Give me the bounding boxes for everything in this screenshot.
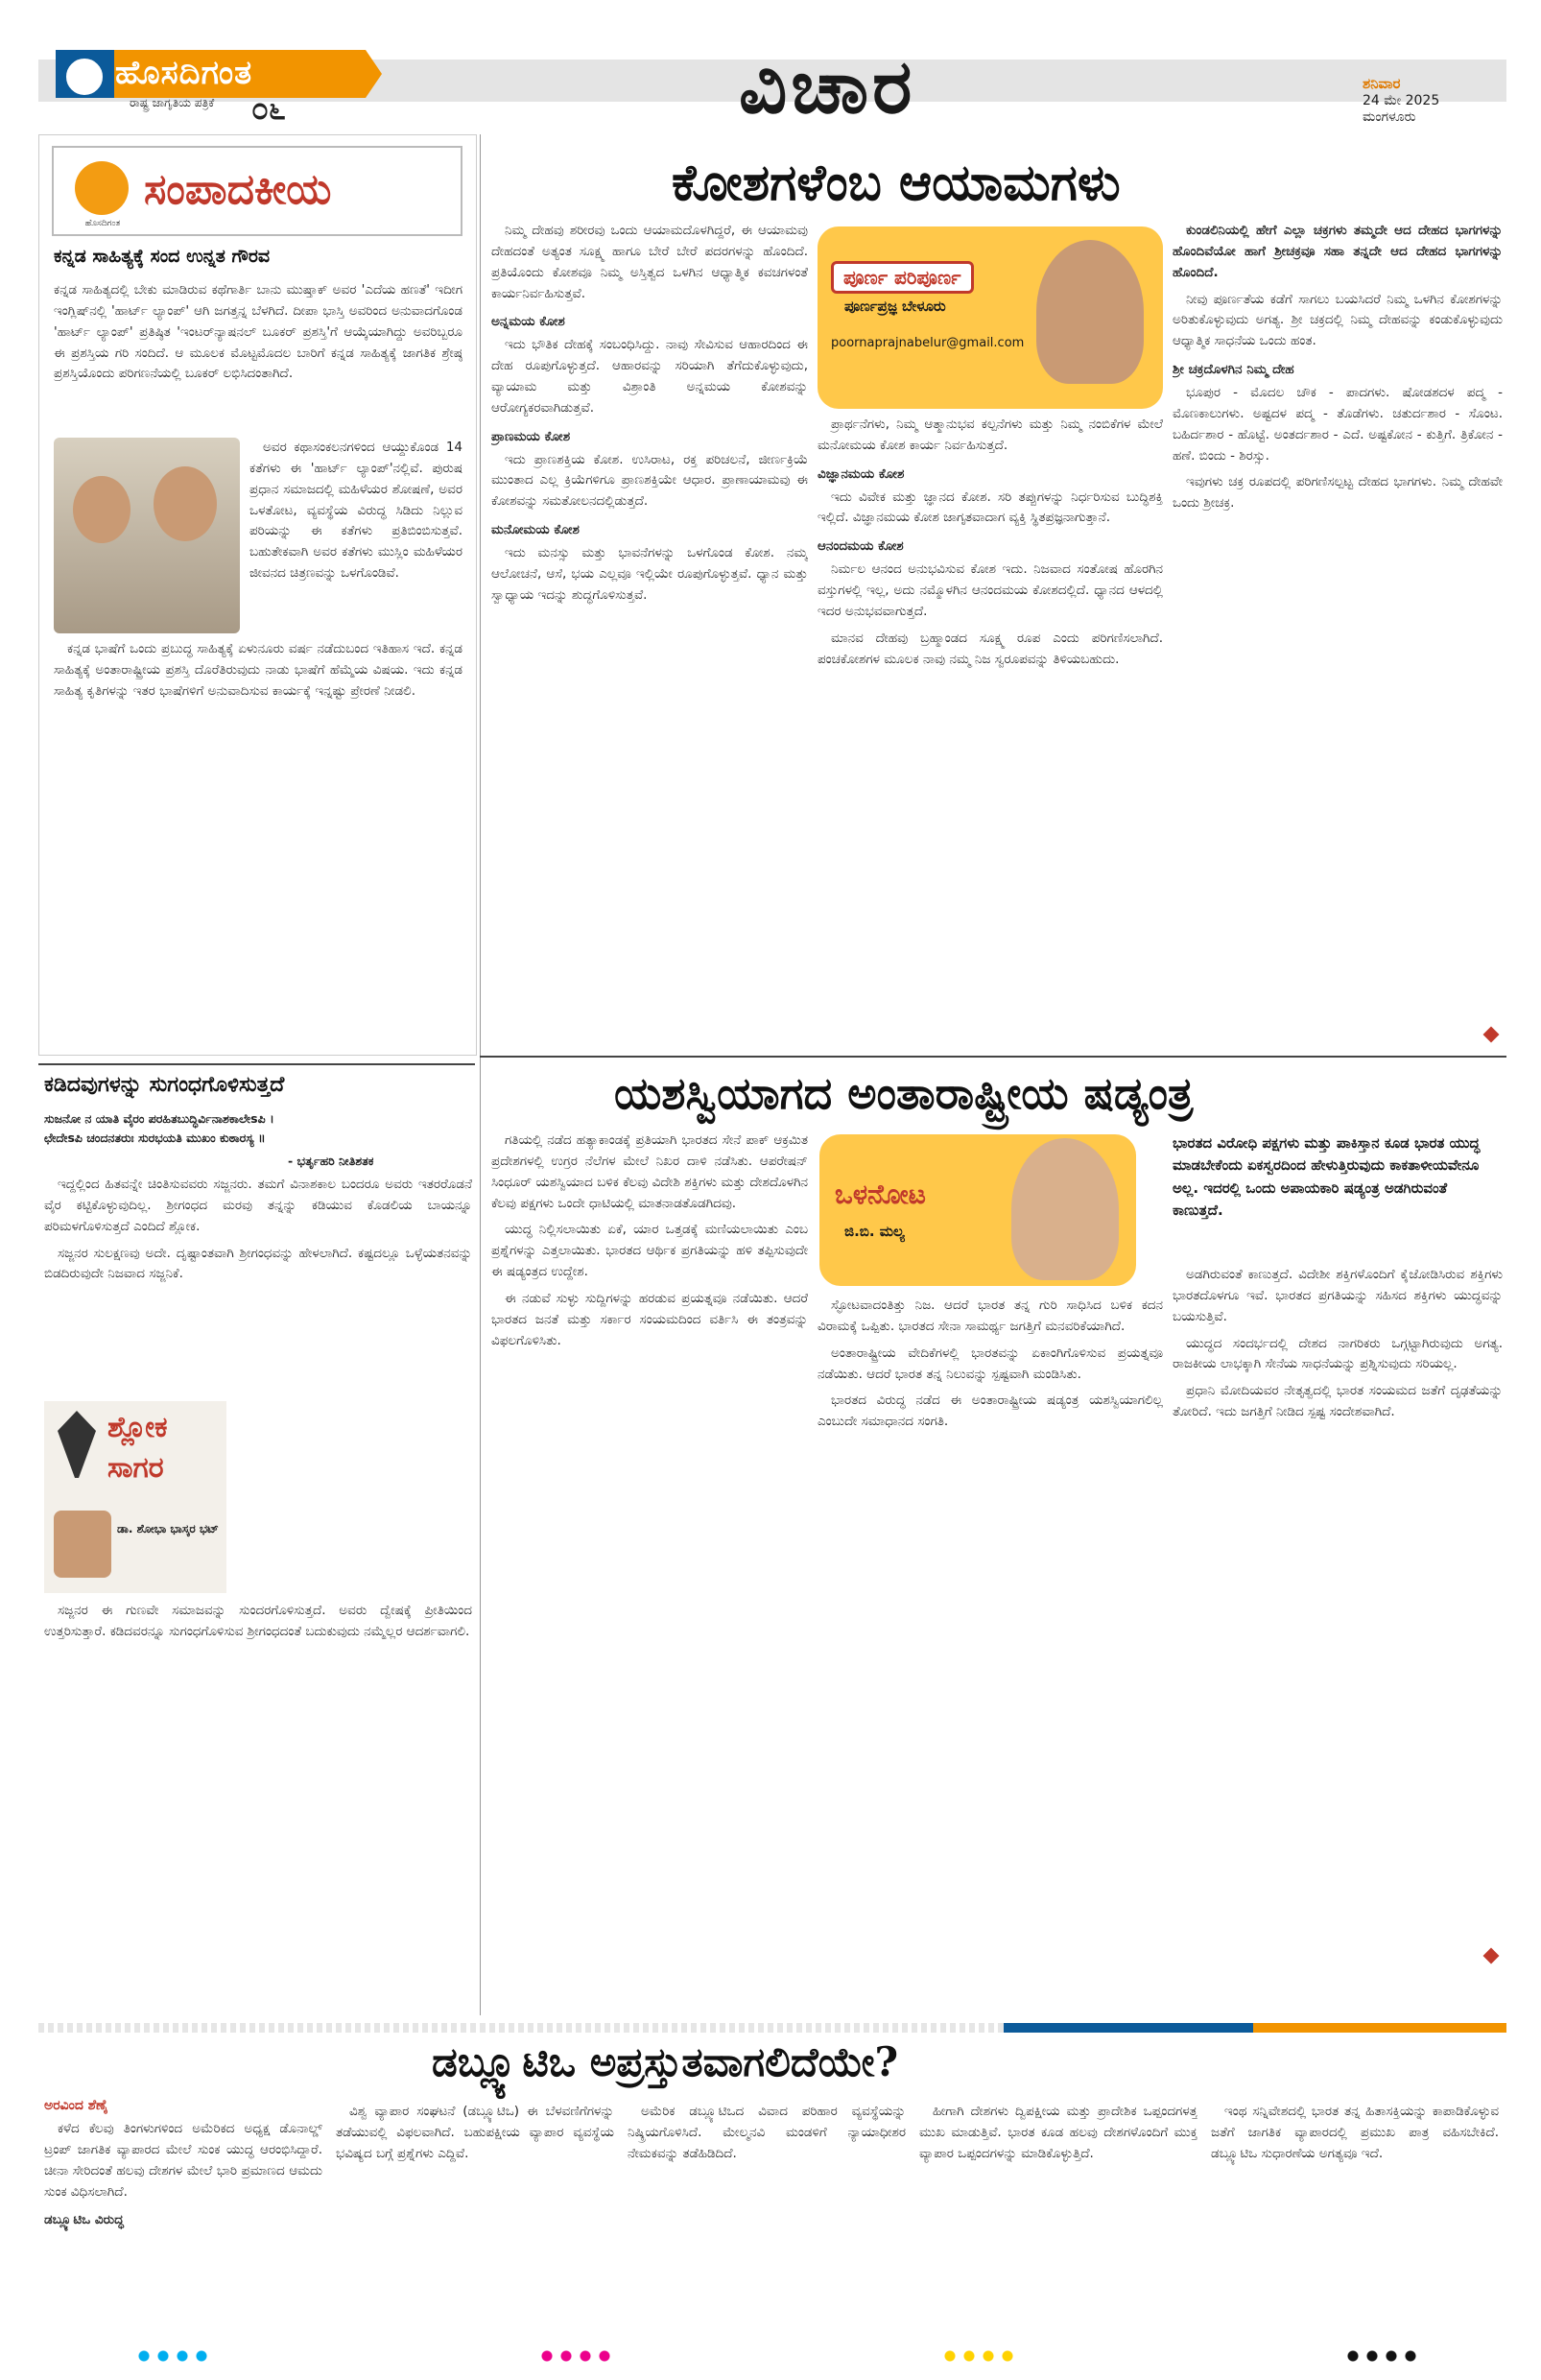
column-author: ಪೂರ್ಣಪ್ರಜ್ಞ ಬೇಳೂರು <box>844 298 946 315</box>
editorial-label: ಸಂಪಾದಕೀಯ <box>144 165 332 214</box>
main-subhead: ಪ್ರಾಣಮಯ ಕೋಶ <box>491 428 571 444</box>
editorial-headline: ಕನ್ನಡ ಸಾಹಿತ್ಯಕ್ಕೆ ಸಂದ ಉನ್ನತ ಗೌರವ <box>54 246 271 267</box>
page-number: ೦೬ <box>251 90 286 127</box>
sloka-author-photo <box>54 1511 111 1578</box>
main-subhead: ಶ್ರೀ ಚಕ್ರದೊಳಗಿನ ನಿಮ್ಮ ದೇಹ <box>1173 362 1294 378</box>
second-paragraph: ಅಡಗಿರುವಂತೆ ಕಾಣುತ್ತದೆ. ವಿದೇಶೀ ಶಕ್ತಿಗಳೊಂದಿಗೆ ಕೈಜೋಡಿಸಿರುವ ಶಕ್ತಿಗಳು ಭಾರತದೊಳಗೂ ಇವೆ. ಭಾರತದ ಪ್ರಗತಿಯನ್ನು ಸಹಿಸದ ಶಕ್ತಿಗಳು ಯುದ್ಧವನ್ನು ಬಯಸುತ್ತಿವೆ. <box>1173 1267 1503 1324</box>
print-registration-marks <box>940 2349 1017 2363</box>
bottom-col-1 <box>44 2119 322 2340</box>
side-body-bottom <box>44 1601 472 2008</box>
main-paragraph: ಕುಂಡಲಿನಿಯಲ್ಲಿ ಹೇಗೆ ಎಲ್ಲಾ ಚಕ್ರಗಳು ತಮ್ಮದೇ ಆದ ದೇಹದ ಭಾಗಗಳನ್ನು ಹೊಂದಿವೆಯೋ ಹಾಗೆ ಶ್ರೀಚಕ್ರವೂ ಸಹಾ ತನ್ನದೇ ಆದ ದೇಹದ ಭಾಗಗಳನ್ನು ಹೊಂದಿದೆ. <box>1173 223 1503 280</box>
editorial-paragraph: ಕನ್ನಡ ಸಾಹಿತ್ಯದಲ್ಲಿ ಬೇಕು ಮಾಡಿರುವ ಕಥೆಗಾರ್ತಿ ಬಾನು ಮುಷ್ತಾಕ್ ಅವರ 'ಎದೆಯ ಹಣತೆ' ಇದೀಗ ಇಂಗ್ಲಿಷ್‌ನಲ್ಲಿ 'ಹಾರ್ಟ್ ಲ್ಯಾಂಪ್' ಆಗಿ ಜಗತ್ತನ್ನ ಬೆಳಗಿದೆ. ದೀಪಾ ಭಾಸ್ತಿ ಅವರಿಂದ ಅನುವಾದಗೊಂಡ 'ಹಾರ್ಟ್ ಲ್ಯಾಂಪ್' ಪ್ರತಿಷ್ಠಿತ 'ಇಂಟರ್‌ನ್ಯಾಷನಲ್ ಬೂಕರ್ ಪ್ರಶಸ್ತಿ'ಗೆ ಆಯ್ಕೆಯಾಗಿದ್ದು ಅವರಿಬ್ಬರೂ ಈ ಪ್ರಶಸ್ತಿಯ ಗರಿ ಸಂದಿದೆ. ಆ ಮೂಲಕ ಮೊಟ್ಟಮೊದಲ ಬಾರಿಗೆ ಕನ್ನಡ ಸಾಹಿತ್ಯಕ್ಕೆ ಜಾಗತಿಕ ಶ್ರೇಷ್ಠ ಪ್ರಶಸ್ತಿಯೊಂದು ಪರಿಗಣನೆಯಲ್ಲಿ ಬೂಕರ್ ಲಭಿಸಿದಂತಾಗಿದೆ. <box>54 282 462 382</box>
date-block <box>1363 75 1439 127</box>
side-body-top <box>44 1175 472 1395</box>
sloka-source: - ಭರ್ತೃಹರಿ ನೀತಿಶತಕ <box>288 1154 374 1168</box>
bottom-col-5 <box>1211 2102 1499 2342</box>
main-paragraph: ಇದು ಭೌತಿಕ ದೇಹಕ್ಕೆ ಸಂಬಂಧಿಸಿದ್ದು. ನಾವು ಸೇವಿಸುವ ಆಹಾರದಿಂದ ಈ ದೇಹ ರೂಪುಗೊಳ್ಳುತ್ತದೆ. ಆಹಾರವನ್ನು ಸರಿಯಾಗಿ ತೆಗೆದುಕೊಳ್ಳುವುದು, ವ್ಯಾಯಾಮ ಮತ್ತು ವಿಶ್ರಾಂತಿ ಅನ್ನಮಯ ಕೋಶವನ್ನು ಆರೋಗ್ಯಕರವಾಗಿಡುತ್ತವೆ. <box>491 337 808 416</box>
main-paragraph: ಪ್ರಾರ್ಥನೆಗಳು, ನಿಮ್ಮ ಆತ್ಮಾನುಭವ ಕಲ್ಪನೆಗಳು ಮತ್ತು ನಿಮ್ಮ ನಂಬಿಕೆಗಳ ಮೇಲೆ ಮನೋಮಯ ಕೋಶ ಕಾರ್ಯ ನಿರ್ವಹಿಸುತ್ತದೆ. <box>818 416 1163 453</box>
column-name-2: ಒಳನೋಟ <box>835 1178 926 1210</box>
print-registration-marks <box>134 2349 211 2363</box>
bottom-paragraph: ಕಳೆದ ಕೆಲವು ತಿಂಗಳುಗಳಿಂದ ಅಮೆರಿಕದ ಅಧ್ಯಕ್ಷ ಡೊನಾಲ್ಡ್ ಟ್ರಂಪ್ ಜಾಗತಿಕ ವ್ಯಾಪಾರದ ಮೇಲೆ ಸುಂಕ ಯುದ್ಧ ಆರಂಭಿಸಿದ್ದಾರೆ. ಚೀನಾ ಸೇರಿದಂತೆ ಹಲವು ದೇಶಗಳ ಮೇಲೆ ಭಾರಿ ಪ್ರಮಾಣದ ಆಮದು ಸುಂಕ ವಿಧಿಸಲಾಗಿದೆ. <box>44 2121 322 2200</box>
editorial-body-bottom <box>54 639 462 1048</box>
main-subhead: ಆನಂದಮಯ ಕೋಶ <box>818 538 904 555</box>
editorial-paragraph: ಅವರ ಕಥಾಸಂಕಲನಗಳಿಂದ ಆಯ್ದುಕೊಂಡ 14 ಕತೆಗಳು ಈ 'ಹಾರ್ಟ್ ಲ್ಯಾಂಪ್'ನಲ್ಲಿವೆ. ಪುರುಷ ಪ್ರಧಾನ ಸಮಾಜದಲ್ಲಿ ಮಹಿಳೆಯರ ಶೋಷಣೆ, ಅವರ ಒಳತೋಟ, ವ್ಯವಸ್ಥೆಯ ವಿರುದ್ಧ ಸಿಡಿದು ನಿಲ್ಲುವ ಪರಿಯನ್ನು ಈ ಕತೆಗಳು ಪ್ರತಿಬಿಂಬಿಸುತ್ತವೆ. ಬಹುತೇಕವಾಗಿ ಅವರ ಕತೆಗಳು ಮುಸ್ಲಿಂ ಮಹಿಳೆಯರ ಜೀವನದ ಚಿತ್ರಣವನ್ನು ಒಳಗೊಂಡಿವೆ. <box>249 440 462 582</box>
bottom-author: ಅರವಿಂದ ಶೆಣೈ <box>44 2098 108 2113</box>
main-paragraph: ಮಾನವ ದೇಹವು ಬ್ರಹ್ಮಾಂಡದ ಸೂಕ್ಷ್ಮ ರೂಪ ಎಂದು ಪರಿಗಣಿಸಲಾಗಿದೆ. ಪಂಚಕೋಶಗಳ ಮೂಲಕ ನಾವು ನಮ್ಮ ನಿಜ ಸ್ವರೂಪವನ್ನು ತಿಳಿಯಬಹುದು. <box>818 630 1163 667</box>
sloka-author: ಡಾ. ಶೋಭಾ ಭಾಸ್ಕರ ಭಟ್ <box>117 1522 219 1535</box>
main-paragraph: ನೀವು ಪೂರ್ಣತೆಯ ಕಡೆಗೆ ಸಾಗಲು ಬಯಸಿದರೆ ನಿಮ್ಮ ಒಳಗಿನ ಕೋಶಗಳನ್ನು ಅರಿತುಕೊಳ್ಳುವುದು ಅಗತ್ಯ. ಶ್ರೀ ಚಕ್ರದಲ್ಲಿ ನಿಮ್ಮ ದೇಹವನ್ನು ಕಂಡುಕೊಳ್ಳುವುದು ಆಧ್ಯಾತ್ಮಿಕ ಸಾಧನೆಯ ಒಂದು ಹಂತ. <box>1173 291 1503 349</box>
main-subhead: ವಿಜ್ಞಾನಮಯ ಕೋಶ <box>818 465 905 482</box>
second-paragraph: ಗತಿಯಲ್ಲಿ ನಡೆದ ಹತ್ಯಾಕಾಂಡಕ್ಕೆ ಪ್ರತಿಯಾಗಿ ಭಾರತದ ಸೇನೆ ಪಾಕ್ ಆಕ್ರಮಿತ ಪ್ರದೇಶಗಳಲ್ಲಿ ಉಗ್ರರ ನೆಲೆಗಳ ಮೇಲೆ ನಿಖರ ದಾಳಿ ನಡೆಸಿತು. ಆಪರೇಷನ್ ಸಿಂಧೂರ್ ಯಶಸ್ವಿಯಾದ ಬಳಿಕ ಕೆಲವು ವಿದೇಶಿ ಶಕ್ತಿಗಳು ಮತ್ತು ದೇಶದೊಳಗಿನ ಕೆಲವು ಪಕ್ಷಗಳು ಒಂದೇ ಧಾಟಿಯಲ್ಲಿ ಮಾತನಾಡತೊಡಗಿದವು. <box>491 1132 808 1211</box>
photo-person-1 <box>73 476 130 543</box>
print-registration-marks <box>537 2349 614 2363</box>
main-paragraph: ಇವುಗಳು ಚಕ್ರ ರೂಪದಲ್ಲಿ ಪರಿಗಣಿಸಲ್ಪಟ್ಟ ದೇಹದ ಭಾಗಗಳು. ನಿಮ್ಮ ದೇಹವೇ ಒಂದು ಶ್ರೀಚಕ್ರ. <box>1173 474 1503 512</box>
main-headline: ಕೋಶಗಳೆಂಬ ಆಯಾಮಗಳು <box>672 154 1121 212</box>
second-intro: ಭಾರತದ ವಿರೋಧಿ ಪಕ್ಷಗಳು ಮತ್ತು ಪಾಕಿಸ್ತಾನ ಕೂಡ ಭಾರತ ಯುದ್ಧ ಮಾಡಬೇಕೆಂದು ಏಕಸ್ವರದಿಂದ ಹೇಳುತ್ತಿರುವುದು ಕಾಕತಾಳೀಯವೇನೂ ಅಲ್ಲ. ಇದರಲ್ಲಿ ಒಂದು ಅಪಾಯಕಾರಿ ಷಡ್ಯಂತ್ರ ಅಡಗಿರುವಂತೆ ಕಾಣುತ್ತದೆ. <box>1173 1134 1481 1219</box>
editorial-paragraph: ಕನ್ನಡ ಭಾಷೆಗೆ ಒಂದು ಪ್ರಬುದ್ಧ ಸಾಹಿತ್ಯಕ್ಕೆ ಏಳುನೂರು ವರ್ಷ ನಡೆದುಬಂದ ಇತಿಹಾಸ ಇದೆ. ಕನ್ನಡ ಸಾಹಿತ್ಯಕ್ಕೆ ಅಂತಾರಾಷ್ಟ್ರೀಯ ಪ್ರಶಸ್ತಿ ದೊರೆತಿರುವುದು ನಾಡು ಭಾಷೆಗೆ ಹೆಮ್ಮೆಯ ವಿಷಯ. ಇದು ಕನ್ನಡ ಸಾಹಿತ್ಯ ಕೃತಿಗಳನ್ನು ಇತರ ಭಾಷೆಗಳಿಗೆ ಅನುವಾದಿಸುವ ಕಾರ್ಯಕ್ಕೆ ಇನ್ನಷ್ಟು ಪ್ರೇರಣೆ ನೀಡಲಿ. <box>54 641 462 699</box>
sloka-column-name-2: ಸಾಗರ <box>107 1451 164 1485</box>
editorial-photo <box>54 438 240 633</box>
second-paragraph: ಅಂತಾರಾಷ್ಟ್ರೀಯ ವೇದಿಕೆಗಳಲ್ಲಿ ಭಾರತವನ್ನು ಏಕಾಂಗಿಗೊಳಿಸುವ ಪ್ರಯತ್ನವೂ ನಡೆಯಿತು. ಆದರೆ ಭಾರತ ತನ್ನ ನಿಲುವನ್ನು ಸ್ಪಷ್ಟವಾಗಿ ಮಂಡಿಸಿತು. <box>818 1345 1163 1382</box>
second-col-2 <box>818 1296 1163 1958</box>
column-email: poornaprajnabelur@gmail.com <box>831 336 1025 350</box>
bottom-subhead: ಡಬ್ಲ್ಯೂಟಿಒ ವಿರುದ್ಧ <box>44 2212 124 2228</box>
main-col-1 <box>491 221 808 1046</box>
editorial-emblem-icon <box>75 161 129 215</box>
section-title: ವಿಚಾರ <box>739 43 916 131</box>
author-photo-2 <box>1011 1138 1119 1280</box>
main-paragraph: ಇದು ಪ್ರಾಣಶಕ್ತಿಯ ಕೋಶ. ಉಸಿರಾಟ, ರಕ್ತ ಪರಿಚಲನೆ, ಜೀರ್ಣಕ್ರಿಯೆ ಮುಂತಾದ ಎಲ್ಲ ಕ್ರಿಯೆಗಳಿಗೂ ಪ್ರಾಣಶಕ್ತಿಯೇ ಆಧಾರ. ಪ್ರಾಣಾಯಾಮವು ಈ ಕೋಶವನ್ನು ಸಮತೋಲನದಲ್ಲಿಡುತ್ತದೆ. <box>491 451 808 510</box>
editorial-body-top <box>54 280 462 432</box>
horizontal-divider <box>38 1063 475 1065</box>
edition: ಮಂಗಳೂರು <box>1363 109 1416 126</box>
logo-tagline: ರಾಷ್ಟ್ರ ಜಾಗೃತಿಯ ಪತ್ರಿಕೆ <box>130 96 215 109</box>
colour-stripe-accent-2 <box>1253 2023 1506 2033</box>
second-col-1 <box>491 1130 808 1956</box>
main-subhead: ಅನ್ನಮಯ ಕೋಶ <box>491 314 565 330</box>
bottom-paragraph: ವಿಶ್ವ ವ್ಯಾಪಾರ ಸಂಘಟನೆ (ಡಬ್ಲ್ಯೂಟಿಒ) ಈ ಬೆಳವಣಿಗೆಗಳನ್ನು ತಡೆಯುವಲ್ಲಿ ವಿಫಲವಾಗಿದೆ. ಬಹುಪಕ್ಷೀಯ ವ್ಯಾಪಾರ ವ್ಯವಸ್ಥೆಯ ಭವಿಷ್ಯದ ಬಗ್ಗೆ ಪ್ರಶ್ನೆಗಳು ಎದ್ದಿವೆ. <box>336 2104 614 2161</box>
photo-person-2 <box>154 466 217 541</box>
logo: ಹೊಸದಿಗಂತ <box>115 54 253 92</box>
main-col-2 <box>818 415 1163 1046</box>
editorial-emblem-text: ಹೊಸದಿಗಂತ <box>84 219 121 228</box>
side-headline: ಕಡಿದವುಗಳನ್ನು ಸುಗಂಧಗೊಳಿಸುತ್ತದೆ <box>44 1073 285 1097</box>
editorial-body-side <box>249 438 462 633</box>
column-author-2: ಜಿ.ಬಿ. ಮಲ್ಯ <box>844 1223 905 1240</box>
main-paragraph: ನಿರ್ಮಲ ಆನಂದ ಅನುಭವಿಸುವ ಕೋಶ ಇದು. ನಿಜವಾದ ಸಂತೋಷ ಹೊರಗಿನ ವಸ್ತುಗಳಲ್ಲಿ ಇಲ್ಲ, ಅದು ನಮ್ಮೊಳಗಿನ ಆನಂದಮಯ ಕೋಶದಲ್ಲಿದೆ. ಧ್ಯಾನದ ಆಳದಲ್ಲಿ ಇದರ ಅನುಭವವಾಗುತ್ತದೆ. <box>818 561 1163 619</box>
main-paragraph: ಭೂಪುರ - ಮೊದಲ ಚೌಕ - ಪಾದಗಳು. ಷೋಡಶದಳ ಪದ್ಮ - ಮೊಣಕಾಲುಗಳು. ಅಷ್ಟದಳ ಪದ್ಮ - ತೊಡೆಗಳು. ಚತುರ್ದಶಾರ - ಸೊಂಟ. ಬಹಿರ್ದಶಾರ - ಹೊಟ್ಟೆ. ಅಂತರ್ದಶಾರ - ಎದೆ. ಅಷ್ಟಕೋನ - ಕುತ್ತಿಗೆ. ತ್ರಿಕೋನ - ಹಣೆ. ಬಿಂದು - ಶಿರಸ್ಸು. <box>1173 385 1503 464</box>
second-paragraph: ಭಾರತದ ವಿರುದ್ಧ ನಡೆದ ಈ ಅಂತಾರಾಷ್ಟ್ರೀಯ ಷಡ್ಯಂತ್ರ ಯಶಸ್ವಿಯಾಗಲಿಲ್ಲ ಎಂಬುದೇ ಸಮಾಧಾನದ ಸಂಗತಿ. <box>818 1392 1163 1430</box>
second-col-3 <box>1173 1265 1503 1956</box>
side-paragraph: ಸಜ್ಜನರ ಈ ಗುಣವೇ ಸಮಾಜವನ್ನು ಸುಂದರಗೊಳಿಸುತ್ತದೆ. ಅವರು ದ್ವೇಷಕ್ಕೆ ಪ್ರೀತಿಯಿಂದ ಉತ್ತರಿಸುತ್ತಾರೆ. ಕಡಿದವರನ್ನೂ ಸುಗಂಧಗೊಳಿಸುವ ಶ್ರೀಗಂಧದಂತೆ ಬದುಕುವುದು ನಮ್ಮೆಲ್ಲರ ಆದರ್ಶವಾಗಲಿ. <box>44 1603 472 1639</box>
side-paragraph: ಸಜ್ಜನರ ಸುಲಕ್ಷಣವು ಅದೇ. ದೃಷ್ಟಾಂತವಾಗಿ ಶ್ರೀಗಂಧವನ್ನು ಹೇಳಲಾಗಿದೆ. ಕಷ್ಟದಲ್ಲೂ ಒಳ್ಳೆಯತನವನ್ನು ಬಿಡದಿರುವುದೇ ನಿಜವಾದ ಸಜ್ಜನಿಕೆ. <box>44 1245 472 1282</box>
main-col-3 <box>1173 221 1503 1046</box>
second-paragraph: ಯುದ್ಧ ನಿಲ್ಲಿಸಲಾಯಿತು ಏಕೆ, ಯಾರ ಒತ್ತಡಕ್ಕೆ ಮಣಿಯಲಾಯಿತು ಎಂಬ ಪ್ರಶ್ನೆಗಳನ್ನು ಎತ್ತಲಾಯಿತು. ಭಾರತದ ಆರ್ಥಿಕ ಪ್ರಗತಿಯನ್ನು ಹಳಿ ತಪ್ಪಿಸುವುದೇ ಈ ಷಡ್ಯಂತ್ರದ ಉದ್ದೇಶ. <box>491 1222 808 1280</box>
main-paragraph: ಇದು ವಿವೇಕ ಮತ್ತು ಜ್ಞಾನದ ಕೋಶ. ಸರಿ ತಪ್ಪುಗಳನ್ನು ನಿರ್ಧರಿಸುವ ಬುದ್ಧಿಶಕ್ತಿ ಇಲ್ಲಿದೆ. ವಿಜ್ಞಾನಮಯ ಕೋಶ ಜಾಗೃತವಾದಾಗ ವ್ಯಕ್ತಿ ಸ್ಥಿತಪ್ರಜ್ಞನಾಗುತ್ತಾನೆ. <box>818 488 1163 526</box>
logo-emblem <box>63 56 106 98</box>
second-headline: ಯಶಸ್ವಿಯಾಗದ ಅಂತಾರಾಷ್ಟ್ರೀಯ ಷಡ್ಯಂತ್ರ <box>614 1067 1194 1119</box>
bottom-headline: ಡಬ್ಲ್ಯೂಟಿಒ ಅಪ್ರಸ್ತುತವಾಗಲಿದೆಯೇ? <box>432 2038 899 2085</box>
bottom-col-3 <box>628 2102 906 2342</box>
second-paragraph: ಸ್ಫೋಟವಾದಂತಿತ್ತು ನಿಜ. ಆದರೆ ಭಾರತ ತನ್ನ ಗುರಿ ಸಾಧಿಸಿದ ಬಳಿಕ ಕದನ ವಿರಾಮಕ್ಕೆ ಒಪ್ಪಿತು. ಭಾರತದ ಸೇನಾ ಸಾಮರ್ಥ್ಯ ಜಗತ್ತಿಗೆ ಮನವರಿಕೆಯಾಗಿದೆ. <box>818 1297 1163 1334</box>
day: ಶನಿವಾರ <box>1363 75 1401 92</box>
horizontal-divider <box>480 1056 1506 1058</box>
sloka-column-name-1: ಶ್ಲೋಕ <box>107 1411 168 1444</box>
bottom-col-4 <box>919 2102 1197 2342</box>
main-paragraph: ಇದು ಮನಸ್ಸು ಮತ್ತು ಭಾವನೆಗಳನ್ನು ಒಳಗೊಂಡ ಕೋಶ. ನಮ್ಮ ಆಲೋಚನೆ, ಆಸೆ, ಭಯ ಎಲ್ಲವೂ ಇಲ್ಲಿಯೇ ರೂಪುಗೊಳ್ಳುತ್ತವೆ. ಧ್ಯಾನ ಮತ್ತು ಸ್ವಾಧ್ಯಾಯ ಇದನ್ನು ಶುದ್ಧಗೊಳಿಸುತ್ತವೆ. <box>491 545 808 603</box>
bottom-paragraph: ಅಮೆರಿಕ ಡಬ್ಲ್ಯೂಟಿಒದ ವಿವಾದ ಪರಿಹಾರ ವ್ಯವಸ್ಥೆಯನ್ನು ನಿಷ್ಕ್ರಿಯಗೊಳಿಸಿದೆ. ಮೇಲ್ಮನವಿ ಮಂಡಳಿಗೆ ನ್ಯಾಯಾಧೀಶರ ನೇಮಕವನ್ನು ತಡೆಹಿಡಿದಿದೆ. <box>628 2104 906 2161</box>
bottom-col-2 <box>336 2102 614 2342</box>
author-photo <box>1036 240 1144 384</box>
side-paragraph: ಇದ್ದಲ್ಲಿಂದ ಹಿತವನ್ನೇ ಚಿಂತಿಸುವವರು ಸಜ್ಜನರು. ತಮಗೆ ವಿನಾಶಕಾಲ ಬಂದರೂ ಅವರು ಇತರರೊಡನೆ ವೈರ ಕಟ್ಟಿಕೊಳ್ಳುವುದಿಲ್ಲ. ಶ್ರೀಗಂಧದ ಮರವು ತನ್ನನ್ನು ಕಡಿಯುವ ಕೊಡಲಿಯ ಬಾಯನ್ನೂ ಪರಿಮಳಗೊಳಿಸುತ್ತದೆ ಎಂದಿದೆ ಶ್ಲೋಕ. <box>44 1177 472 1234</box>
second-paragraph: ಪ್ರಧಾನಿ ಮೋದಿಯವರ ನೇತೃತ್ವದಲ್ಲಿ ಭಾರತ ಸಂಯಮದ ಜತೆಗೆ ದೃಢತೆಯನ್ನು ತೋರಿದೆ. ಇದು ಜಗತ್ತಿಗೆ ನೀಡಿದ ಸ್ಪಷ್ಟ ಸಂದೇಶವಾಗಿದೆ. <box>1173 1383 1503 1420</box>
main-paragraph: ನಿಮ್ಮ ದೇಹವು ಶರೀರವು ಒಂದು ಆಯಾಮದೊಳಗಿದ್ದರೆ, ಈ ಆಯಾಮವು ದೇಹದಂತೆ ಅತ್ಯಂತ ಸೂಕ್ಷ್ಮ ಹಾಗೂ ಬೇರೆ ಬೇರೆ ಪದರಗಳನ್ನು ಹೊಂದಿದೆ. ಪ್ರತಿಯೊಂದು ಕೋಶವೂ ನಿಮ್ಮ ಅಸ್ತಿತ್ವದ ಒಳಗಿನ ಆಧ್ಯಾತ್ಮಿಕ ಕವಚಗಳಂತೆ ಕಾರ್ಯನಿರ್ವಹಿಸುತ್ತವೆ. <box>491 223 808 301</box>
column-name: ಪೂರ್ಣ ಪರಿಪೂರ್ಣ <box>831 261 974 294</box>
second-paragraph: ಈ ನಡುವೆ ಸುಳ್ಳು ಸುದ್ದಿಗಳನ್ನು ಹರಡುವ ಪ್ರಯತ್ನವೂ ನಡೆಯಿತು. ಆದರೆ ಭಾರತದ ಜನತೆ ಮತ್ತು ಸರ್ಕಾರ ಸಂಯಮದಿಂದ ವರ್ತಿಸಿ ಈ ತಂತ್ರವನ್ನು ವಿಫಲಗೊಳಿಸಿತು. <box>491 1291 808 1348</box>
print-registration-marks <box>1343 2349 1420 2363</box>
second-paragraph: ಯುದ್ಧದ ಸಂದರ್ಭದಲ್ಲಿ ದೇಶದ ನಾಗರಿಕರು ಒಗ್ಗಟ್ಟಾಗಿರುವುದು ಅಗತ್ಯ. ರಾಜಕೀಯ ಲಾಭಕ್ಕಾಗಿ ಸೇನೆಯ ಸಾಧನೆಯನ್ನು ಪ್ರಶ್ನಿಸುವುದು ಸರಿಯಲ್ಲ. <box>1173 1335 1503 1372</box>
sloka-line-2: ಛೇದೇsಪಿ ಚಂದನತರುಃ ಸುರಭಯತಿ ಮುಖಂ ಕುಠಾರಸ್ಯ ॥ <box>44 1130 266 1145</box>
main-subhead: ಮನೋಮಯ ಕೋಶ <box>491 522 580 538</box>
bottom-paragraph: ಇಂಥ ಸನ್ನಿವೇಶದಲ್ಲಿ ಭಾರತ ತನ್ನ ಹಿತಾಸಕ್ತಿಯನ್ನು ಕಾಪಾಡಿಕೊಳ್ಳುವ ಜತೆಗೆ ಜಾಗತಿಕ ವ್ಯಾಪಾರದಲ್ಲಿ ಪ್ರಮುಖ ಪಾತ್ರ ವಹಿಸಬೇಕಿದೆ. ಡಬ್ಲ್ಯೂಟಿಒ ಸುಧಾರಣೆಯ ಅಗತ್ಯವೂ ಇದೆ. <box>1211 2104 1499 2161</box>
bottom-paragraph: ಹೀಗಾಗಿ ದೇಶಗಳು ದ್ವಿಪಕ್ಷೀಯ ಮತ್ತು ಪ್ರಾದೇಶಿಕ ಒಪ್ಪಂದಗಳತ್ತ ಮುಖ ಮಾಡುತ್ತಿವೆ. ಭಾರತ ಕೂಡ ಹಲವು ದೇಶಗಳೊಂದಿಗೆ ಮುಕ್ತ ವ್ಯಾಪಾರ ಒಪ್ಪಂದಗಳನ್ನು ಮಾಡಿಕೊಳ್ಳುತ್ತಿದೆ. <box>919 2104 1197 2161</box>
date: 24 ಮೇ 2025 <box>1363 92 1440 108</box>
column-divider <box>480 134 481 2015</box>
colour-stripe-accent <box>1004 2023 1253 2033</box>
sloka-line-1: ಸುಜನೋ ನ ಯಾತಿ ವೈರಂ ಪರಹಿತಬುದ್ಧಿರ್ವಿನಾಶಕಾಲೇsಪಿ । <box>44 1111 274 1126</box>
